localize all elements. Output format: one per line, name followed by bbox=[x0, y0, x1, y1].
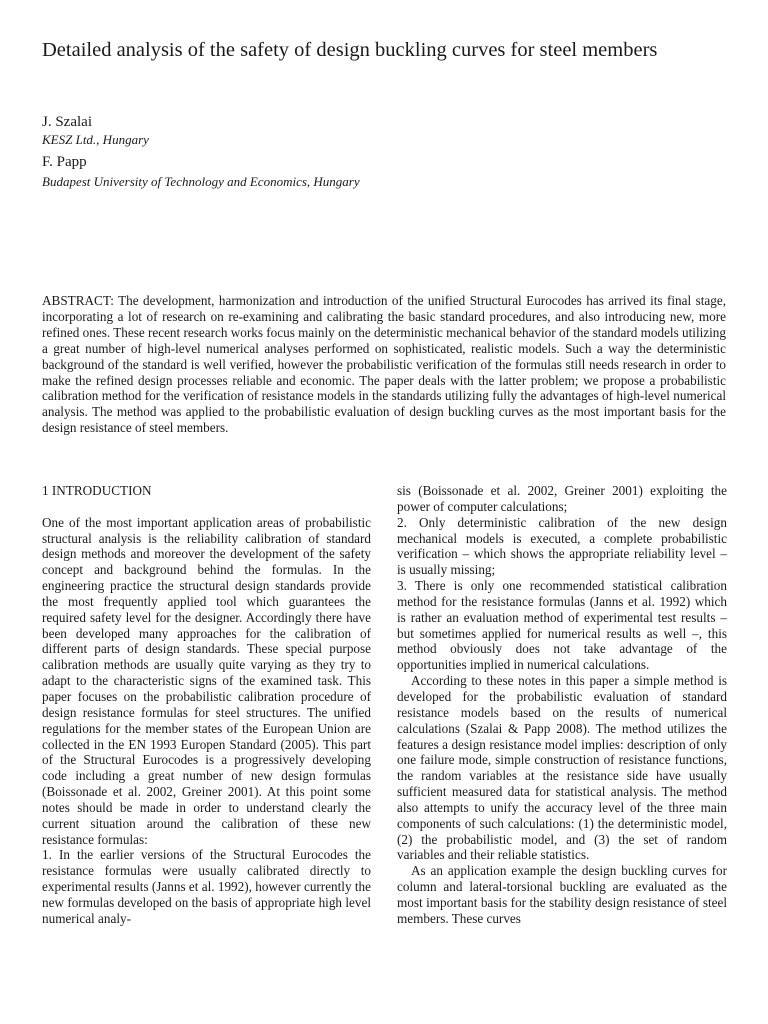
paragraph: sis (Boissonade et al. 2002, Greiner 2001) exploiting the power of computer calculations; bbox=[397, 483, 727, 514]
right-column bbox=[397, 483, 727, 927]
author-affiliation-2: Budapest University of Technology and Economics, Hungary bbox=[42, 174, 360, 189]
abstract: ABSTRACT: The development, harmonization and introduction of the unified Structural Eurocodes has arrived its final stage, incorporating a lot of research on re-examining and calibrating the basic standard procedures, and also introducing new, more refined ones. These recent research works focus mainly on the deterministic mechanical behavior of the standard models utilizing a great number of high-level numerical analyses performed on sophisticated, realistic models. Such a way the deterministic background of the standard is well verified, however the probabilistic verification of the formulas still needs research in order to make the refined design processes reliable and economic. The paper deals with the latter problem; we propose a probabilistic calibration method for the verification of resistance models in the standards utilizing fully the advantages of high-level numerical analysis. The method was applied to the probabilistic evaluation of design buckling curves as the most important basis for the design resistance of steel members. bbox=[42, 293, 726, 436]
paragraph: According to these notes in this paper a simple method is developed for the probabilistic evaluation of standard resistance models based on the results of numerical calculations (Szalai & Papp 2008). The method utilizes the features a design resistance model implies: description of only one failure mode, simple construction of resistance functions, the random variables at the resistance side have usually sufficient measured data for statistical analysis. The method also attempts to unify the accuracy level of the three main components of such calculations: (1) the deterministic model, (2) the probabilistic model, and (3) the set of random variables and their reliable statistics. bbox=[397, 673, 727, 863]
section-heading: 1 INTRODUCTION bbox=[42, 483, 152, 498]
paragraph: 2. Only deterministic calibration of the new design mechanical models is executed, a complete probabilistic verification – which shows the appropriate reliability level – is usually missing; bbox=[397, 514, 727, 578]
author-name-1: J. Szalai bbox=[42, 114, 92, 130]
paragraph: One of the most important application areas of probabilistic structural analysis is the reliability calibration of standard design methods and moreover the development of the safety concept and background behind the formulas. In the engineering practice the structural design standards provide the most frequently applied tool which guarantees the required safety level for the designer. Accordingly there have been developed many approaches for the calibration of different parts of design standards. These special purpose calibration methods are usually quite varying as they try to adapt to the characteristic signs of the examined task. This paper focuses on the probabilistic calibration procedure of design resistance formulas for steel structures. The unified regulations for the member states of the European Union are collected in the EN 1993 Europen Standard (2005). This part of the Structural Eurocodes is a progressively developing code including a great number of new design formulas (Boissonade et al. 2002, Greiner 2001). At this point some notes should be made in order to understand clearly the current situation around the calibration of these new resistance formulas: bbox=[42, 514, 371, 847]
paragraph: 3. There is only one recommended statistical calibration method for the resistance formulas (Janns et al. 1992) which is rather an evaluation method of experimental test results – but sometimes applied for numerical results as well –, this method obviously does not take advantage of the opportunities implied in numerical calculations. bbox=[397, 578, 727, 673]
paper-title: Detailed analysis of the safety of design buckling curves for steel members bbox=[42, 39, 658, 61]
paragraph: 1. In the earlier versions of the Structural Eurocodes the resistance formulas were usually calibrated directly to experimental results (Janns et al. 1992), however currently the new formulas developed on the basis of appropriate high level numerical analy- bbox=[42, 847, 371, 926]
paragraph: As an application example the design buckling curves for column and lateral-torsional buckling are evaluated as the most important basis for the stability design resistance of steel members. These curves bbox=[397, 863, 727, 926]
author-name-2: F. Papp bbox=[42, 154, 87, 170]
left-column bbox=[42, 483, 371, 927]
author-affiliation-1: KESZ Ltd., Hungary bbox=[42, 132, 149, 147]
